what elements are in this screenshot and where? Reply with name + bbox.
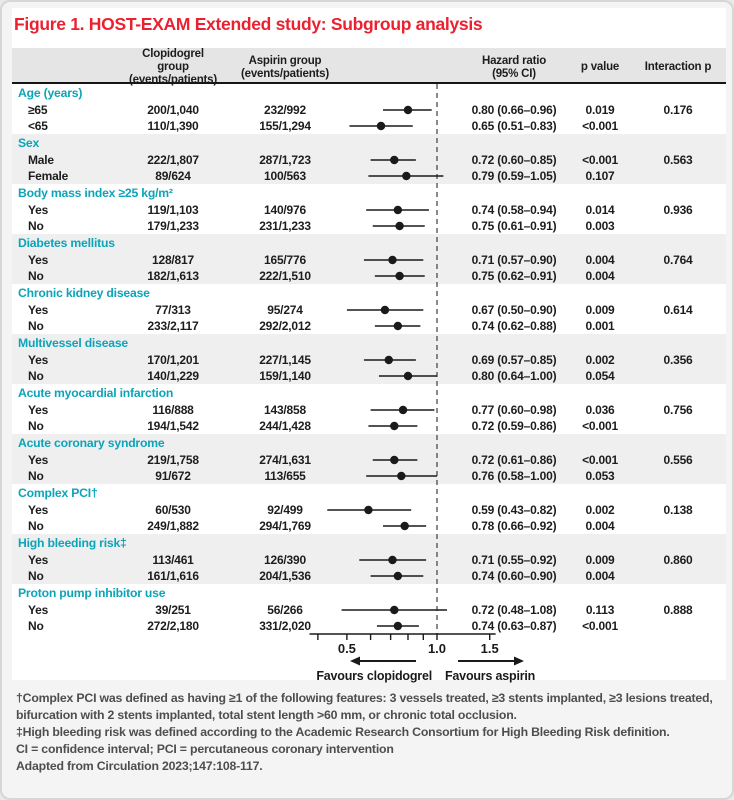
hazard-ratio-ci-value: 0.71 (0.57–0.90) (471, 253, 557, 267)
column-header-row (12, 48, 726, 84)
clopidogrel-value: 272/2,180 (147, 619, 199, 633)
row-label: Yes (28, 403, 49, 417)
p-value: <0.001 (582, 619, 618, 633)
subgroup-block (12, 334, 726, 384)
p-value: 0.009 (585, 303, 615, 317)
subgroup-data-row (12, 152, 726, 168)
hazard-ratio-ci-value: 0.74 (0.62–0.88) (471, 319, 557, 333)
clopidogrel-value: 91/672 (155, 469, 191, 483)
row-label: No (28, 469, 44, 483)
subgroup-data-row (12, 518, 726, 534)
p-value: <0.001 (582, 453, 618, 467)
favours-aspirin-label: Favours aspirin (445, 669, 536, 683)
clopidogrel-value: 194/1,542 (147, 419, 199, 433)
row-label: No (28, 219, 44, 233)
aspirin-value: 92/499 (267, 503, 303, 517)
clopidogrel-value: 140/1,229 (147, 369, 199, 383)
subgroup-header: High bleeding risk‡ (18, 536, 127, 550)
aspirin-value: 113/655 (264, 469, 306, 483)
hazard-ratio-ci-value: 0.78 (0.66–0.92) (471, 519, 557, 533)
subgroup-header-row (12, 534, 726, 552)
row-label: No (28, 369, 44, 383)
subgroup-header: Diabetes mellitus (18, 236, 115, 250)
aspirin-value: 274/1,631 (259, 453, 311, 467)
subgroup-header: Acute myocardial infarction (18, 386, 174, 400)
clopidogrel-value: 179/1,233 (147, 219, 199, 233)
subgroup-header-row (12, 434, 726, 452)
interaction-p-value: 0.556 (663, 453, 693, 467)
row-label: <65 (28, 119, 48, 133)
p-value: 0.004 (585, 269, 615, 283)
clopidogrel-value: 119/1,103 (147, 203, 199, 217)
row-label: Yes (28, 253, 49, 267)
subgroup-block (12, 434, 726, 484)
subgroup-block (12, 584, 726, 634)
row-label: Yes (28, 203, 49, 217)
p-value: 0.004 (585, 253, 615, 267)
p-value: 0.002 (585, 353, 615, 367)
interaction-p-value: 0.936 (663, 203, 693, 217)
subgroup-data-row (12, 302, 726, 318)
aspirin-value: 287/1,723 (259, 153, 311, 167)
aspirin-value: 100/563 (264, 169, 306, 183)
p-value: 0.014 (585, 203, 615, 217)
subgroup-data-row (12, 318, 726, 334)
p-value: 0.004 (585, 569, 615, 583)
clopidogrel-value: 113/461 (152, 553, 194, 567)
subgroup-header: Chronic kidney disease (18, 286, 150, 300)
axis-tick-label: 1.0 (427, 641, 447, 656)
subgroup-data-row (12, 618, 726, 634)
interaction-p-value: 0.764 (663, 253, 693, 267)
axis-tick-label: 0.5 (337, 641, 356, 656)
interaction-p-value: 0.176 (663, 103, 693, 117)
subgroup-header-row (12, 234, 726, 252)
subgroup-header-row (12, 384, 726, 402)
subgroup-data-row (12, 418, 726, 434)
clopidogrel-value: 161/1,616 (147, 569, 199, 583)
clopidogrel-value: 110/1,390 (147, 119, 199, 133)
row-label: No (28, 269, 44, 283)
column-header-aspirin: Aspirin group (events/patients) (241, 54, 329, 80)
subgroup-block (12, 284, 726, 334)
subgroup-header: Sex (18, 136, 40, 150)
aspirin-value: 56/266 (267, 603, 303, 617)
hazard-ratio-ci-value: 0.72 (0.48–1.08) (471, 603, 557, 617)
column-header-hazard-ratio: Hazard ratio (95% CI) (481, 54, 547, 80)
subgroup-header: Complex PCI† (18, 486, 98, 500)
aspirin-value: 143/858 (264, 403, 306, 417)
subgroup-header: Body mass index ≥25 kg/m² (18, 186, 173, 200)
clopidogrel-value: 233/2,117 (147, 319, 199, 333)
p-value: 0.019 (585, 103, 615, 117)
subgroup-block (12, 84, 726, 134)
hazard-ratio-ci-value: 0.80 (0.64–1.00) (471, 369, 557, 383)
subgroup-block (12, 234, 726, 284)
hazard-ratio-ci-value: 0.76 (0.58–1.00) (471, 469, 557, 483)
clopidogrel-value: 60/530 (155, 503, 191, 517)
hazard-ratio-ci-value: 0.71 (0.55–0.92) (471, 553, 557, 567)
interaction-p-value: 0.888 (663, 603, 693, 617)
aspirin-value: 331/2,020 (259, 619, 311, 633)
clopidogrel-value: 89/624 (155, 169, 191, 183)
hazard-ratio-ci-value: 0.72 (0.61–0.86) (471, 453, 557, 467)
row-label: No (28, 319, 44, 333)
aspirin-value: 227/1,145 (259, 353, 311, 367)
hazard-ratio-ci-value: 0.74 (0.63–0.87) (471, 619, 557, 633)
clopidogrel-value: 39/251 (155, 603, 191, 617)
row-label: Yes (28, 303, 49, 317)
subgroup-data-row (12, 468, 726, 484)
p-value: <0.001 (582, 153, 618, 167)
clopidogrel-value: 200/1,040 (147, 103, 199, 117)
row-label: Yes (28, 353, 49, 367)
axis-tick-label: 1.5 (480, 641, 499, 656)
row-label: No (28, 569, 44, 583)
clopidogrel-value: 170/1,201 (147, 353, 199, 367)
row-label: ≥65 (28, 103, 48, 117)
subgroup-header-row (12, 584, 726, 602)
subgroup-data-row (12, 118, 726, 134)
subgroup-data-row (12, 402, 726, 418)
subgroup-data-row (12, 268, 726, 284)
subgroup-data-row (12, 168, 726, 184)
footnote-high-bleeding-risk: ‡High bleeding risk was defined according to the Academic Research Consortium for High Bleeding Risk definition. (16, 725, 670, 739)
subgroup-data-row (12, 452, 726, 468)
aspirin-value: 204/1,536 (259, 569, 311, 583)
row-label: Male (28, 153, 54, 167)
aspirin-value: 294/1,769 (259, 519, 311, 533)
clopidogrel-value: 222/1,807 (147, 153, 199, 167)
subgroup-header: Age (years) (18, 86, 83, 100)
subgroup-data-row (12, 102, 726, 118)
aspirin-value: 126/390 (264, 553, 306, 567)
column-header-p-value: p value (580, 61, 620, 73)
subgroup-block (12, 384, 726, 434)
p-value: <0.001 (582, 119, 618, 133)
p-value: 0.004 (585, 519, 615, 533)
interaction-p-value: 0.860 (663, 553, 693, 567)
hazard-ratio-ci-value: 0.59 (0.43–0.82) (471, 503, 557, 517)
row-label: Yes (28, 603, 49, 617)
interaction-p-value: 0.756 (663, 403, 693, 417)
aspirin-value: 155/1,294 (259, 119, 311, 133)
subgroup-data-row (12, 368, 726, 384)
subgroup-header: Acute coronary syndrome (18, 436, 165, 450)
row-label: No (28, 619, 44, 633)
interaction-p-value: 0.356 (663, 353, 693, 367)
hazard-ratio-ci-value: 0.69 (0.57–0.85) (471, 353, 557, 367)
aspirin-value: 95/274 (267, 303, 303, 317)
aspirin-value: 165/776 (264, 253, 306, 267)
p-value: 0.054 (585, 369, 615, 383)
hazard-ratio-ci-value: 0.75 (0.62–0.91) (471, 269, 557, 283)
subgroup-data-row (12, 202, 726, 218)
subgroup-header-row (12, 84, 726, 102)
subgroup-header: Multivessel disease (18, 336, 129, 350)
column-header-interaction-p: Interaction p (644, 61, 712, 73)
aspirin-value: 232/992 (264, 103, 306, 117)
aspirin-value: 231/1,233 (259, 219, 311, 233)
row-label: Yes (28, 453, 49, 467)
aspirin-value: 244/1,428 (259, 419, 311, 433)
interaction-p-value: 0.138 (663, 503, 693, 517)
interaction-p-value: 0.563 (663, 153, 693, 167)
p-value: 0.113 (585, 603, 615, 617)
hazard-ratio-ci-value: 0.77 (0.60–0.98) (471, 403, 557, 417)
p-value: <0.001 (582, 419, 618, 433)
subgroup-block (12, 184, 726, 234)
subgroup-header: Proton pump inhibitor use (18, 586, 166, 600)
p-value: 0.036 (585, 403, 615, 417)
aspirin-value: 292/2,012 (259, 319, 311, 333)
interaction-p-value: 0.614 (663, 303, 693, 317)
aspirin-value: 140/976 (264, 203, 306, 217)
figure-title: Figure 1. HOST-EXAM Extended study: Subgroup analysis (14, 14, 483, 34)
subgroup-block (12, 484, 726, 534)
favours-clopidogrel-label: Favours clopidogrel (316, 669, 432, 683)
subgroup-data-row (12, 352, 726, 368)
hazard-ratio-ci-value: 0.72 (0.59–0.86) (471, 419, 557, 433)
aspirin-value: 159/1,140 (259, 369, 311, 383)
clopidogrel-value: 77/313 (155, 303, 191, 317)
subgroup-block (12, 534, 726, 584)
p-value: 0.003 (585, 219, 615, 233)
subgroup-header-row (12, 184, 726, 202)
column-header-clopidogrel: Clopidogrel group (events/patients) (129, 48, 217, 86)
clopidogrel-value: 249/1,882 (147, 519, 199, 533)
hazard-ratio-ci-value: 0.65 (0.51–0.83) (471, 119, 557, 133)
subgroup-data-row (12, 568, 726, 584)
row-label: Yes (28, 553, 49, 567)
subgroup-data-row (12, 502, 726, 518)
subgroup-data-row (12, 252, 726, 268)
subgroup-data-row (12, 218, 726, 234)
subgroup-data-row (12, 602, 726, 618)
hazard-ratio-ci-value: 0.79 (0.59–1.05) (471, 169, 557, 183)
subgroup-header-row (12, 284, 726, 302)
clopidogrel-value: 182/1,613 (147, 269, 199, 283)
footnote-complex-pci: †Complex PCI was defined as having ≥1 of the following features: 3 vessels treated, ≥3 stents implanted, ≥3 lesions treated, bifurcation with 2 stents implanted, total stent length >60 mm, or chronic total occlusion. (16, 691, 713, 722)
hazard-ratio-ci-value: 0.75 (0.61–0.91) (471, 219, 557, 233)
subgroup-block (12, 134, 726, 184)
hazard-ratio-ci-value: 0.80 (0.66–0.96) (471, 103, 557, 117)
subgroup-header-row (12, 134, 726, 152)
p-value: 0.002 (585, 503, 615, 517)
hazard-ratio-ci-value: 0.72 (0.60–0.85) (471, 153, 557, 167)
hazard-ratio-ci-value: 0.74 (0.60–0.90) (471, 569, 557, 583)
subgroup-table (12, 84, 726, 634)
subgroup-header-row (12, 334, 726, 352)
clopidogrel-value: 128/817 (152, 253, 194, 267)
p-value: 0.053 (585, 469, 615, 483)
p-value: 0.009 (585, 553, 615, 567)
footnotes (16, 690, 724, 775)
row-label: No (28, 419, 44, 433)
subgroup-header-row (12, 484, 726, 502)
footnote-source: Adapted from Circulation 2023;147:108-117. (16, 759, 263, 773)
row-label: Female (28, 169, 69, 183)
hazard-ratio-ci-value: 0.67 (0.50–0.90) (471, 303, 557, 317)
row-label: No (28, 519, 44, 533)
subgroup-data-row (12, 552, 726, 568)
hazard-ratio-ci-value: 0.74 (0.58–0.94) (471, 203, 557, 217)
aspirin-value: 222/1,510 (259, 269, 311, 283)
footnote-abbreviations: CI = confidence interval; PCI = percutaneous coronary intervention (16, 742, 394, 756)
p-value: 0.001 (585, 319, 615, 333)
row-label: Yes (28, 503, 49, 517)
clopidogrel-value: 219/1,758 (147, 453, 199, 467)
clopidogrel-value: 116/888 (152, 403, 194, 417)
p-value: 0.107 (585, 169, 615, 183)
